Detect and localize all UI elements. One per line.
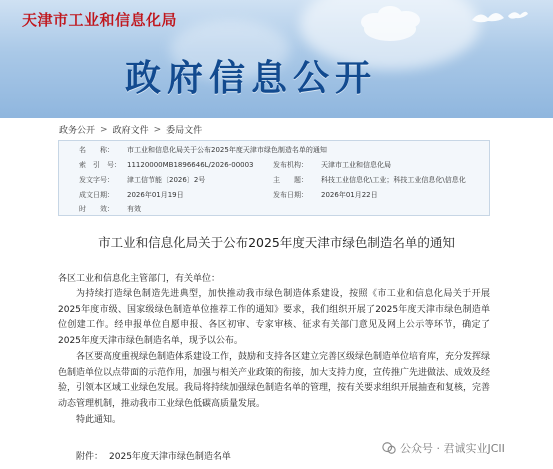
flower-decoration-icon bbox=[330, 4, 450, 54]
meta-date-value: 2026年01月19日 bbox=[127, 191, 184, 199]
article-paragraph-3: 特此通知。 bbox=[76, 415, 122, 425]
meta-validity-value: 有效 bbox=[127, 205, 141, 213]
attachment-link[interactable]: 2025年度天津市绿色制造名单 bbox=[109, 452, 231, 462]
meta-row-date bbox=[59, 189, 489, 201]
breadcrumb-separator: > bbox=[100, 124, 108, 135]
breadcrumb-item-bureau-files[interactable]: 委局文件 bbox=[166, 126, 203, 136]
attachment bbox=[76, 449, 231, 462]
meta-docid-value: 11120000MB1896646L/2026-00003 bbox=[127, 161, 254, 169]
meta-row-validity bbox=[59, 203, 489, 215]
meta-issuer-label: 发布机构： bbox=[273, 161, 308, 169]
meta-name-value: 市工业和信息化局关于公布2025年度天津市绿色制造名单的通知 bbox=[127, 146, 327, 154]
article-paragraph-2: 各区要高度重视绿色制造体系建设工作，鼓励和支持各区建立完善区级绿色制造单位培育库，充分发挥绿色制造单位以点带面的示范作用，加强与相关产业政策的衔接，加大支持力度，宣传推广先进做法、成效及经验，引领本区域工业绿色发展。我局将持续加强绿色制造名单的管理，按有关要求组织开展抽查和复核，完善动态管理机制，推动我市工业绿色低碳高质量发展。 bbox=[58, 352, 491, 409]
meta-docid-label: 索 引 号： bbox=[79, 161, 121, 169]
article-title: 市工业和信息化局关于公布2025年度天津市绿色制造名单的通知 bbox=[98, 235, 455, 250]
attachment-label: 附件： bbox=[76, 452, 104, 462]
wechat-official-account-icon bbox=[382, 441, 396, 455]
meta-row-docnumber bbox=[59, 174, 489, 186]
meta-topic-label: 主 题： bbox=[273, 176, 308, 184]
article-salutation: 各区工业和信息化主管部门，有关单位： bbox=[58, 274, 221, 284]
site-name[interactable]: 天津市工业和信息化局 bbox=[22, 11, 178, 29]
meta-validity-label: 时 效： bbox=[79, 205, 114, 213]
section-title: 政府信息公开 bbox=[125, 58, 378, 99]
meta-topic-value: 科技工业信息化\工业；科技工业信息化\信息化 bbox=[321, 176, 466, 184]
header-banner bbox=[0, 0, 553, 118]
meta-issuer-value: 天津市工业和信息化局 bbox=[321, 161, 391, 169]
meta-docnumber-value: 津工信节能〔2026〕2号 bbox=[127, 176, 206, 184]
meta-row-docid bbox=[59, 159, 489, 171]
breadcrumb bbox=[59, 123, 202, 136]
meta-docnumber-label: 发文字号： bbox=[79, 176, 114, 184]
document-meta-table bbox=[58, 140, 490, 216]
breadcrumb-separator: > bbox=[153, 124, 162, 135]
watermark-text: 公众号 · 君诚实业JCII bbox=[400, 442, 505, 455]
dove-icon bbox=[470, 6, 530, 28]
meta-date-label: 成文日期： bbox=[79, 191, 114, 199]
breadcrumb-item-gov-files[interactable]: 政府文件 bbox=[112, 126, 149, 136]
watermark bbox=[382, 440, 505, 456]
meta-name-label: 名 称： bbox=[79, 146, 114, 154]
breadcrumb-item-gov-affairs[interactable]: 政务公开 bbox=[59, 126, 96, 136]
meta-pubdate-value: 2026年01月22日 bbox=[321, 191, 378, 199]
meta-pubdate-label: 发布日期： bbox=[273, 191, 308, 199]
meta-row-name bbox=[59, 144, 489, 156]
article-paragraph-1: 为持续打造绿色制造先进典型，加快推动我市绿色制造体系建设，按照《市工业和信息化局关于开展2025年度市级、国家级绿色制造单位推荐工作的通知》要求，我们组织开展了2025年度天津市绿色制造单位创建工作。经申报单位自愿申报、各区初审、专家审核、征求有关部门意见及网上公示等环节，确定了2025年度天津市绿色制造名单，现予以公布。 bbox=[58, 289, 490, 346]
